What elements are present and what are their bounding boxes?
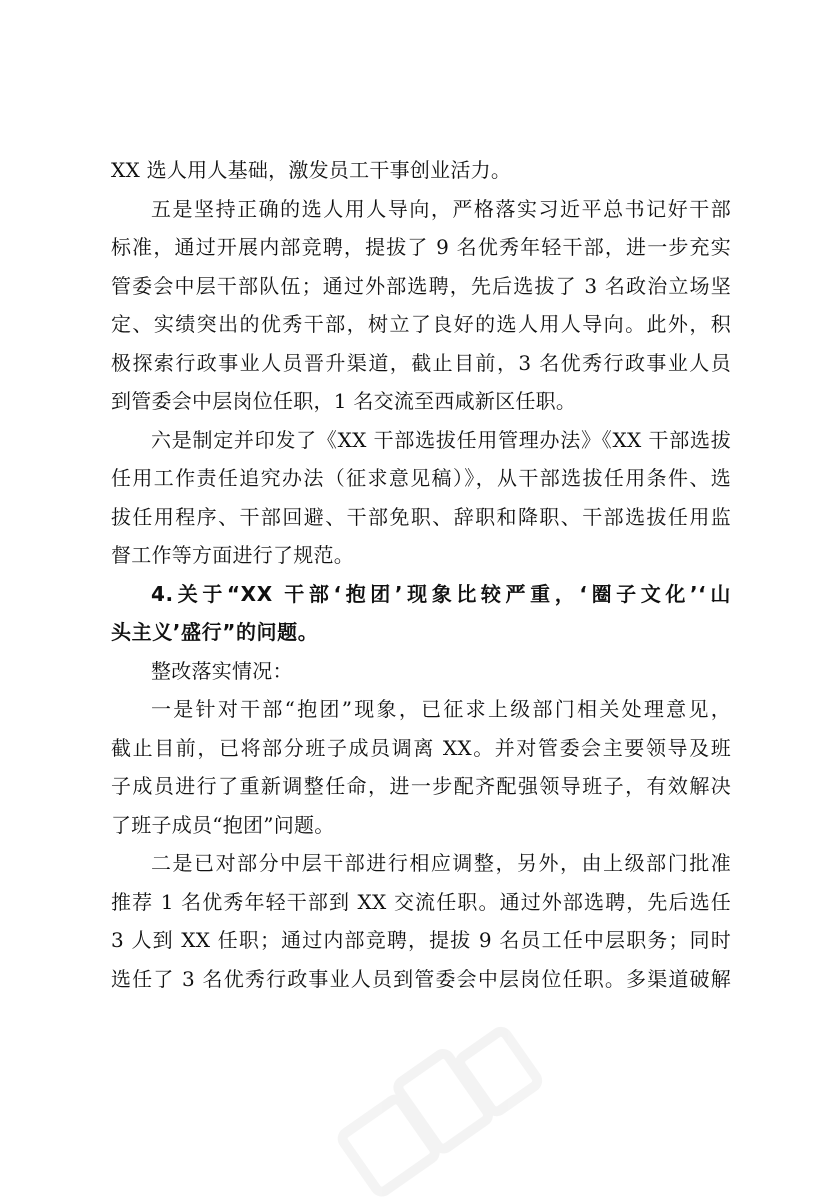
paragraph-line: 拔任用程序、干部回避、干部免职、辞职和降职、干部选拔任用监 <box>111 504 731 529</box>
paragraph-line: 二是已对部分中层干部进行相应调整，另外，由上级部门批准 <box>151 851 731 875</box>
paragraph-line: 到管委会中层岗位任职，1 名交流至西咸新区任职。 <box>111 389 577 413</box>
paragraph-line: XX 选人用人基础，激发员工干事创业活力。 <box>111 158 512 182</box>
paragraph-line: 截止目前，已将部分班子成员调离 XX。并对管委会主要领导及班 <box>111 735 731 760</box>
paragraph-line: 一是针对干部“抱团”现象，已征求上级部门相关处理意见， <box>151 697 731 721</box>
section-heading: 4.关于“XX 干部‘抱团’现象比较严重，‘圈子文化’‘山 <box>151 581 731 606</box>
subheading: 整改落实情况： <box>151 658 293 683</box>
paragraph-line: 推荐 1 名优秀年轻干部到 XX 交流任职。通过外部选聘，先后选任 <box>111 889 731 914</box>
paragraph-line: 了班子成员“抱团”问题。 <box>111 812 335 837</box>
paragraph-line: 极探索行政事业人员晋升渠道，截止目前，3 名优秀行政事业人员 <box>111 350 731 375</box>
paragraph-line: 3 人到 XX 任职；通过内部竞聘，提拔 9 名员工任中层职务；同时 <box>111 928 731 952</box>
paragraph-line: 任用工作责任追究办法（征求意见稿）》，从干部选拔任用条件、选 <box>111 466 731 490</box>
paragraph-line: 选任了 3 名优秀行政事业人员到管委会中层岗位任职。多渠道破解 <box>111 966 731 991</box>
paragraph-line: 标准，通过开展内部竞聘，提拔了 9 名优秀年轻干部，进一步充实 <box>111 235 731 259</box>
paragraph-line: 五是坚持正确的选人用人导向，严格落实习近平总书记好干部 <box>151 196 731 221</box>
paragraph-line: 督工作等方面进行了规范。 <box>111 543 354 567</box>
section-heading: 头主义’盛行”的问题。 <box>111 620 319 644</box>
paragraph-line: 子成员进行了重新调整任命，进一步配齐配强领导班子，有效解决 <box>111 774 731 798</box>
document-body <box>111 151 731 998</box>
watermark-icon <box>327 1013 542 1201</box>
paragraph-line: 管委会中层干部队伍；通过外部选聘，先后选拔了 3 名政治立场坚 <box>111 273 731 298</box>
paragraph-line: 定、实绩突出的优秀干部，树立了良好的选人用人导向。此外，积 <box>111 312 731 336</box>
paragraph-line: 六是制定并印发了《XX 干部选拔任用管理办法》《XX 干部选拔 <box>151 427 731 452</box>
